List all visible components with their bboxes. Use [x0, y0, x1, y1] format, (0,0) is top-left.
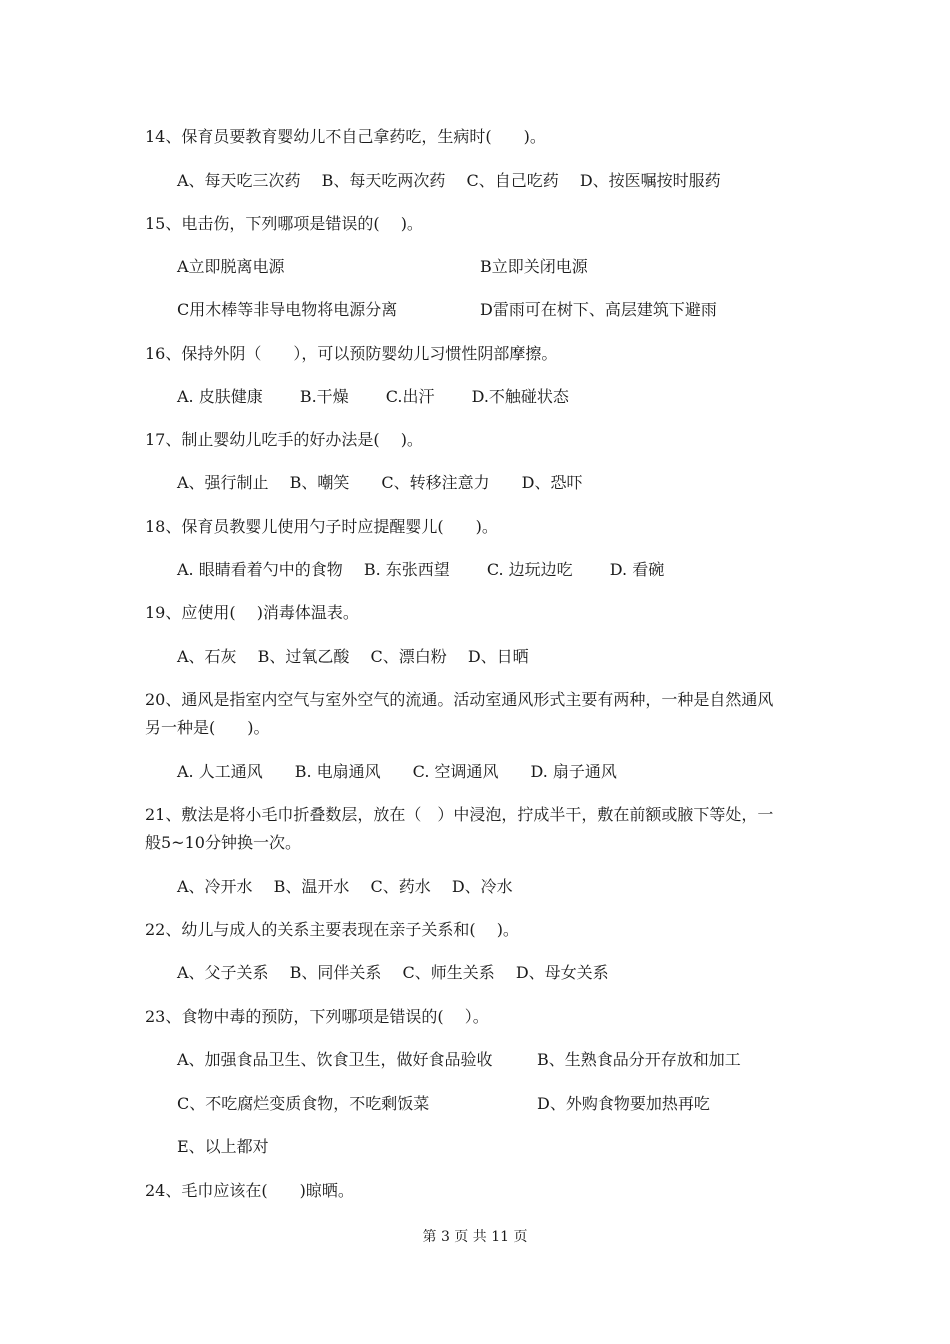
- question-17-options: A、强行制止 B、嘲笑 C、转移注意力 D、恐吓: [177, 473, 583, 492]
- question-22-options: A、父子关系 B、同伴关系 C、师生关系 D、母女关系: [177, 963, 609, 982]
- question-23-option-c: C、不吃腐烂变质食物，不吃剩饭菜: [177, 1094, 430, 1113]
- question-15-option-b: B立即关闭电源: [480, 257, 588, 276]
- question-20-options: A. 人工通风 B. 电扇通风 C. 空调通风 D. 扇子通风: [177, 762, 617, 781]
- question-16-stem: 16、保持外阴（ ），可以预防婴幼儿习惯性阴部摩擦。: [145, 344, 558, 363]
- question-23-option-d: D、外购食物要加热再吃: [537, 1094, 710, 1113]
- question-19-options: A、石灰 B、过氧乙酸 C、漂白粉 D、日晒: [177, 647, 529, 666]
- question-14-stem: 14、保育员要教育婴幼儿不自己拿药吃，生病时( )。: [145, 127, 546, 146]
- question-17-stem: 17、制止婴幼儿吃手的好办法是( )。: [145, 430, 423, 449]
- question-23-option-e: E、以上都对: [177, 1137, 269, 1156]
- question-20-stem-line1: 20、通风是指室内空气与室外空气的流通。活动室通风形式主要有两种，一种是自然通风: [145, 690, 774, 709]
- question-15-stem: 15、电击伤，下列哪项是错误的( )。: [145, 214, 423, 233]
- question-15-option-a: A立即脱离电源: [177, 257, 285, 276]
- question-18-stem: 18、保育员教婴儿使用勺子时应提醒婴儿( )。: [145, 517, 498, 536]
- question-23-option-a: A、加强食品卫生、饮食卫生，做好食品验收: [177, 1050, 493, 1069]
- page-footer: 第 3 页 共 11 页: [422, 1229, 528, 1245]
- question-24-stem: 24、毛巾应该在( )晾晒。: [145, 1181, 354, 1200]
- question-18-options: A. 眼睛看着勺中的食物 B. 东张西望 C. 边玩边吃 D. 看碗: [177, 560, 665, 579]
- question-15-option-d: D雷雨可在树下、高层建筑下避雨: [480, 300, 717, 319]
- question-21-stem-line2: 般5~10分钟换一次。: [145, 833, 301, 852]
- question-22-stem: 22、幼儿与成人的关系主要表现在亲子关系和( )。: [145, 920, 519, 939]
- question-23-option-b: B、生熟食品分开存放和加工: [537, 1050, 741, 1069]
- question-23-stem: 23、食物中毒的预防，下列哪项是错误的( ）。: [145, 1007, 489, 1026]
- question-19-stem: 19、应使用( )消毒体温表。: [145, 603, 359, 622]
- question-21-stem-line1: 21、敷法是将小毛巾折叠数层，放在（ ）中浸泡，拧成半干，敷在前额或腋下等处，一: [145, 805, 774, 824]
- question-15-option-c: C用木棒等非导电物将电源分离: [177, 300, 398, 319]
- question-21-options: A、冷开水 B、温开水 C、药水 D、冷水: [177, 877, 513, 896]
- question-14-options: A、每天吃三次药 B、每天吃两次药 C、自己吃药 D、按医嘱按时服药: [177, 171, 721, 190]
- question-20-stem-line2: 另一种是( )。: [145, 718, 270, 737]
- question-16-options: A. 皮肤健康 B.干燥 C.出汗 D.不触碰状态: [177, 387, 569, 406]
